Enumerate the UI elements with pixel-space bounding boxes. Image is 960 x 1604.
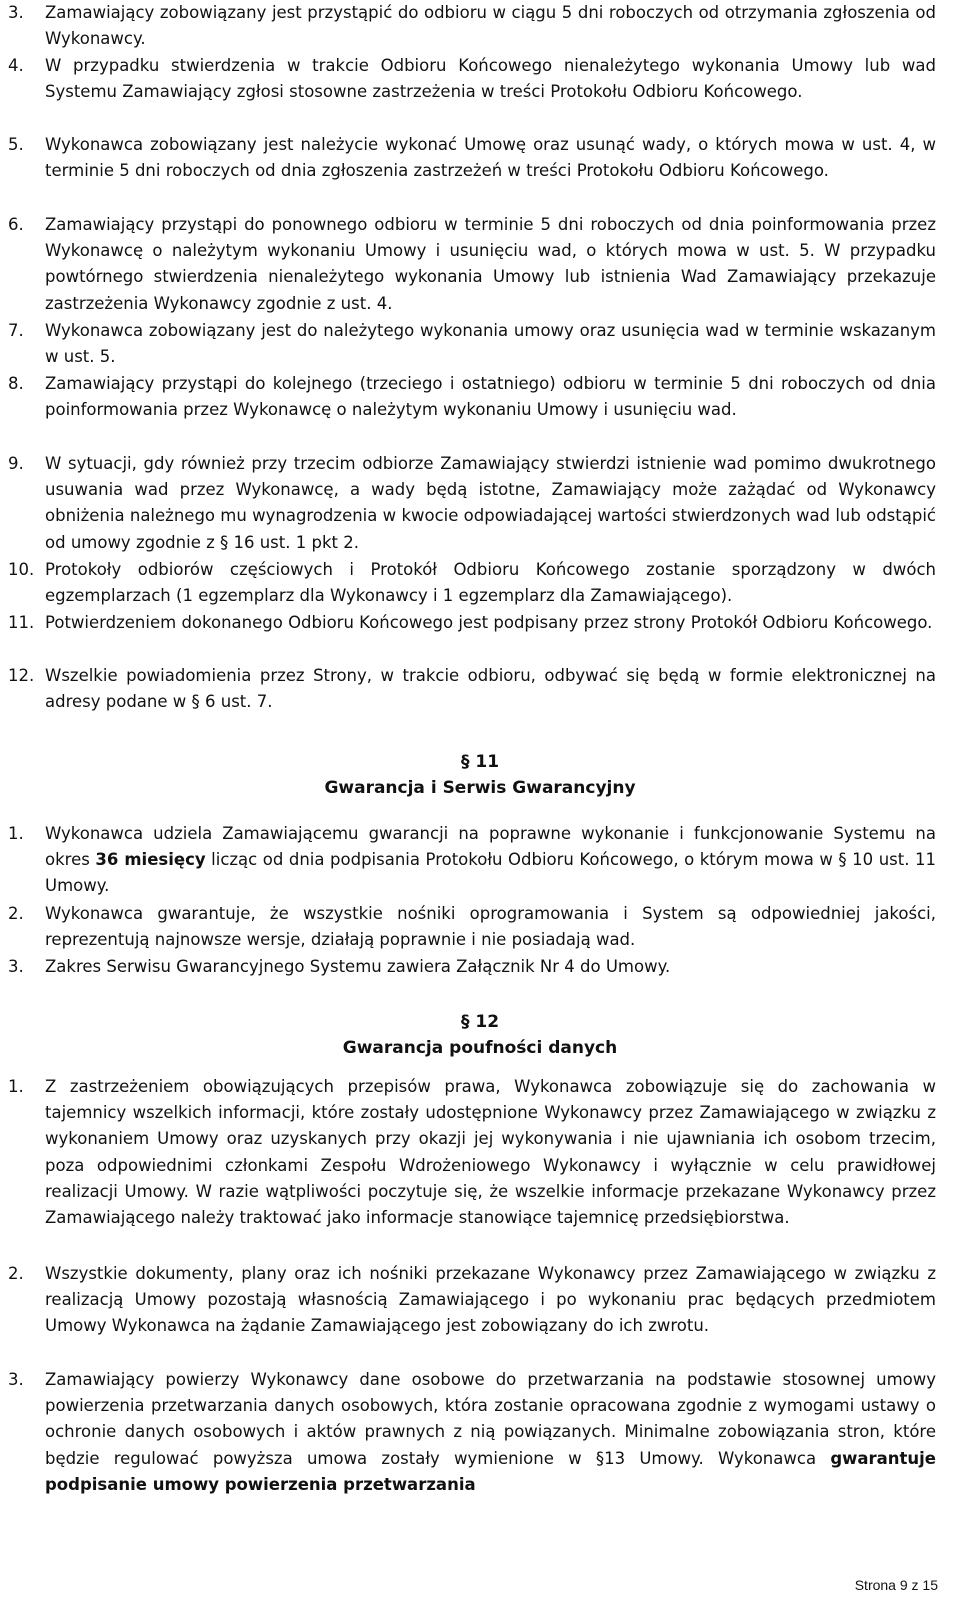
item-text: Zamawiający przystąpi do kolejnego (trzeciego i ostatniego) odbioru w terminie 5 dni roboczych od dnia poinformowania przez Wykonawcę o należytym wykonaniu Umowy i usunięciu wad. [45,374,936,420]
item-number: 5. [8,135,24,154]
list-item [8,557,936,609]
item-text-part: Zamawiający powierzy Wykonawcy dane osobowe do przetwarzania na podstawie stosownej umowy powierzenia przetwarzania danych osobowych, która zostanie opracowana zgodnie z wymogami ustawy o ochronie danych osobowych i aktów prawnych z nią powiązanych. Minimalne zobowiązania stron, które będzie regulować powyższa umowa zostały wymienione w §13 Umowy. Wykonawca [45,1370,936,1468]
item-text: Protokoły odbiorów częściowych i Protokół Odbioru Końcowego zostanie sporządzony w dwóch egzemplarzach (1 egzemplarz dla Wykonawcy i 1 egzemplarz dla Zamawiającego). [45,560,936,606]
item-number: 6. [8,215,24,234]
list-item [8,610,936,636]
item-text-bold: 36 miesięcy [95,850,206,870]
item-text-part: Wykonawca udziela Zamawiającemu gwarancji na poprawne wykonanie i funkcjonowanie Systemu na okres [45,824,936,870]
section-title: Gwarancja poufności danych [342,1038,618,1058]
section-title: Gwarancja i Serwis Gwarancyjny [324,778,636,798]
item-number: 3. [8,3,24,22]
list-item [8,371,936,423]
item-text: Wykonawca zobowiązany jest należycie wykonać Umowę oraz usunąć wady, o których mowa w ust. 4, w terminie 5 dni roboczych od dnia zgłoszenia zastrzeżeń w treści Protokołu Odbioru Końcowego. [45,135,936,181]
section-number: § 11 [460,752,500,772]
item-number: 3. [8,1370,24,1389]
item-text: Zakres Serwisu Gwarancyjnego Systemu zawiera Załącznik Nr 4 do Umowy. [45,957,671,976]
section-number: § 12 [460,1012,500,1032]
item-text-bold: gwarantuje podpisanie umowy powierzenia przetwarzania [45,1448,936,1494]
list-item [8,1074,936,1231]
item-text: Zamawiający przystąpi do ponownego odbioru w terminie 5 dni roboczych od dnia poinformowania przez Wykonawcę o należytym wykonaniu Umowy i usunięciu wad, o których mowa w ust. 5. W przypadku powtórnego stwierdzenia nienależytego wykonania Umowy lub istnienia Wad Zamawiający przekazuje zastrzeżenia Wykonawcy zgodnie z ust. 4. [45,215,936,313]
item-number: 9. [8,454,24,473]
list-item [8,318,936,370]
list-item [8,53,936,105]
item-text [45,1367,936,1498]
item-number: 11. [8,613,35,632]
list-item [8,451,936,556]
item-number: 7. [8,321,24,340]
item-number: 10. [8,560,35,579]
item-text: Zamawiający zobowiązany jest przystąpić do odbioru w ciągu 5 dni roboczych od otrzymania zgłoszenia od Wykonawcy. [45,3,936,49]
item-text-part: licząc od dnia podpisania Protokołu Odbioru Końcowego, o którym mowa w § 10 ust. 11 Umowy. [45,850,936,896]
item-number: 1. [8,1077,24,1096]
list-item [8,663,936,715]
item-text: Wykonawca zobowiązany jest do należytego wykonania umowy oraz usunięcia wad w terminie wskazanym w ust. 5. [45,321,936,367]
list-item [8,954,936,980]
item-number: 1. [8,824,24,843]
item-text: W przypadku stwierdzenia w trakcie Odbioru Końcowego nienależytego wykonania Umowy lub wad Systemu Zamawiający zgłosi stosowne zastrzeżenia w treści Protokołu Odbioru Końcowego. [45,56,936,102]
item-text: Wszystkie dokumenty, plany oraz ich nośniki przekazane Wykonawcy przez Zamawiającego w związku z realizacją Umowy pozostają własnością Zamawiającego i po wykonaniu prac będących przedmiotem Umowy Wykonawca na żądanie Zamawiającego jest zobowiązany do ich zwrotu. [45,1264,936,1336]
list-item [8,212,936,317]
item-number: 2. [8,904,24,923]
item-number: 8. [8,374,24,393]
list-item [8,1261,936,1340]
list-item [8,0,936,52]
item-text: Potwierdzeniem dokonanego Odbioru Końcowego jest podpisany przez strony Protokół Odbioru Końcowego. [45,613,933,632]
item-number: 2. [8,1264,24,1283]
list-item [8,132,936,184]
list-item [8,821,936,900]
item-text: W sytuacji, gdy również przy trzecim odbiorze Zamawiający stwierdzi istnienie wad pomimo dwukrotnego usuwania wad przez Wykonawcę, a wady będą istotne, Zamawiający może zażądać od Wykonawcy obniżenia należnego mu wynagrodzenia w kwocie odpowiadającej wartości stwierdzonych wad lub odstąpić od umowy zgodnie z § 16 ust. 1 pkt 2. [45,454,936,552]
page-number: Strona 9 z 15 [854,1577,938,1593]
item-text [45,821,936,900]
item-text: Wykonawca gwarantuje, że wszystkie nośniki oprogramowania i System są odpowiedniej jakości, reprezentują najnowsze wersje, działają poprawnie i nie posiadają wad. [45,904,936,950]
item-number: 12. [8,666,35,685]
item-number: 3. [8,957,24,976]
item-text: Wszelkie powiadomienia przez Strony, w trakcie odbioru, odbywać się będą w formie elektronicznej na adresy podane w § 6 ust. 7. [45,666,936,712]
item-number: 4. [8,56,24,75]
list-item [8,1367,936,1498]
item-text: Z zastrzeżeniem obowiązujących przepisów prawa, Wykonawca zobowiązuje się do zachowania w tajemnicy wszelkich informacji, które zostały udostępnione Wykonawcy przez Zamawiającego w związku z wykonaniem Umowy oraz uzyskanych przy okazji jej wykonywania i nie ujawniania ich osobom trzecim, poza odpowiednimi członkami Zespołu Wdrożeniowego Wykonawcy i wyłącznie w celu prawidłowej realizacji Umowy. W razie wątpliwości poczytuje się, że wszelkie informacje przekazane Wykonawcy przez Zamawiającego należy traktować jako informacje stanowiące tajemnicę przedsiębiorstwa. [45,1077,936,1228]
list-item [8,901,936,953]
